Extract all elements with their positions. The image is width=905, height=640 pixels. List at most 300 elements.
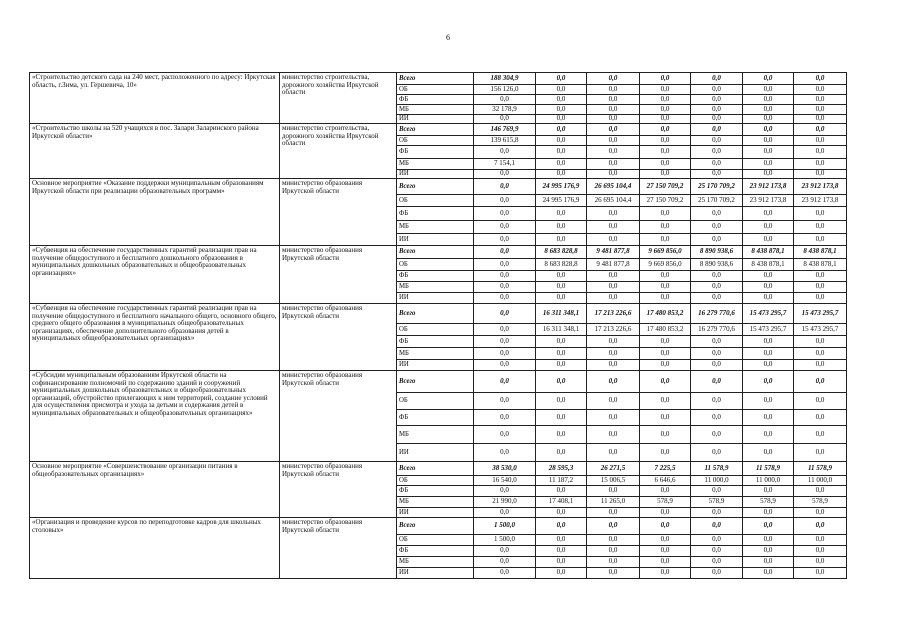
- amount-cell: 0,0: [474, 115, 536, 124]
- amount-cell: 0,0: [691, 426, 743, 444]
- amount-cell: 0,0: [536, 85, 587, 95]
- amount-cell: 1 500,0: [474, 518, 536, 535]
- amount-cell: 0,0: [640, 348, 691, 360]
- amount-cell: 0,0: [743, 508, 794, 518]
- amount-cell: 0,0: [743, 568, 794, 579]
- amount-cell: 11 578,9: [691, 462, 743, 476]
- amount-cell: 0,0: [794, 105, 847, 115]
- amount-cell: 0,0: [536, 234, 587, 246]
- amount-cell: 0,0: [536, 393, 587, 410]
- funding-source: ФБ: [397, 271, 474, 282]
- amount-cell: 0,0: [743, 293, 794, 304]
- page-number: 6: [446, 33, 450, 42]
- amount-cell: 0,0: [474, 179, 536, 195]
- amount-cell: 11 265,0: [587, 497, 640, 508]
- table-row: [30, 124, 847, 136]
- amount-cell: 0,0: [743, 271, 794, 282]
- amount-cell: 0,0: [794, 73, 847, 85]
- amount-cell: 17 213 226,6: [587, 324, 640, 336]
- funding-source: Всего: [397, 73, 474, 85]
- amount-cell: 0,0: [640, 159, 691, 170]
- amount-cell: 17 408,1: [536, 497, 587, 508]
- amount-cell: 0,0: [474, 221, 536, 234]
- amount-cell: 0,0: [587, 159, 640, 170]
- amount-cell: 0,0: [794, 557, 847, 568]
- amount-cell: 0,0: [640, 444, 691, 462]
- amount-cell: 8 438 878,1: [794, 259, 847, 271]
- amount-cell: 0,0: [536, 426, 587, 444]
- activity-description: «Субвенция на обеспечение государственных гарантий реализации прав на получение общедоступного и бесплатного начального общего, основного общего, среднего общего образования в муниципальных общеобразовательных организациях, обеспечение дополнительного образования детей в муниципальных общеобразовательных организациях»: [30, 304, 280, 371]
- amount-cell: 0,0: [794, 95, 847, 105]
- amount-cell: 0,0: [691, 568, 743, 579]
- amount-cell: 0,0: [743, 348, 794, 360]
- amount-cell: 0,0: [640, 105, 691, 115]
- amount-cell: 0,0: [691, 124, 743, 136]
- responsible-executor: министерство образования Иркутской области: [280, 462, 397, 518]
- amount-cell: 7 225,5: [640, 462, 691, 476]
- amount-cell: 0,0: [536, 444, 587, 462]
- amount-cell: 0,0: [536, 73, 587, 85]
- amount-cell: 25 170 709,2: [691, 195, 743, 207]
- amount-cell: 23 912 173,8: [743, 195, 794, 207]
- amount-cell: 0,0: [536, 146, 587, 159]
- amount-cell: 0,0: [587, 136, 640, 146]
- amount-cell: 0,0: [474, 170, 536, 179]
- amount-cell: 0,0: [743, 557, 794, 568]
- amount-cell: 0,0: [474, 568, 536, 579]
- amount-cell: 0,0: [691, 336, 743, 348]
- funding-source: МБ: [397, 105, 474, 115]
- amount-cell: 0,0: [536, 293, 587, 304]
- amount-cell: 0,0: [794, 207, 847, 221]
- funding-source: ФБ: [397, 207, 474, 221]
- responsible-executor: министерство образования Иркутской области: [280, 246, 397, 304]
- amount-cell: 0,0: [691, 207, 743, 221]
- amount-cell: 0,0: [474, 304, 536, 324]
- amount-cell: 0,0: [474, 426, 536, 444]
- funding-source: ФБ: [397, 336, 474, 348]
- amount-cell: 0,0: [536, 348, 587, 360]
- responsible-executor: министерство образования Иркутской области: [280, 371, 397, 462]
- amount-cell: 139 615,8: [474, 136, 536, 146]
- funding-source: ФБ: [397, 546, 474, 557]
- funding-source: Всего: [397, 124, 474, 136]
- amount-cell: 0,0: [691, 95, 743, 105]
- amount-cell: 578,9: [794, 497, 847, 508]
- funding-source: ОБ: [397, 136, 474, 146]
- amount-cell: 8 890 938,6: [691, 246, 743, 259]
- table-row: [30, 179, 847, 195]
- amount-cell: 0,0: [743, 371, 794, 393]
- amount-cell: 7 154,1: [474, 159, 536, 170]
- amount-cell: 0,0: [794, 426, 847, 444]
- amount-cell: 0,0: [640, 568, 691, 579]
- amount-cell: 0,0: [743, 124, 794, 136]
- table-row: [30, 304, 847, 324]
- amount-cell: 0,0: [474, 271, 536, 282]
- amount-cell: 0,0: [640, 293, 691, 304]
- amount-cell: 0,0: [743, 486, 794, 497]
- amount-cell: 0,0: [587, 508, 640, 518]
- amount-cell: 0,0: [587, 282, 640, 293]
- amount-cell: 0,0: [474, 246, 536, 259]
- amount-cell: 0,0: [794, 508, 847, 518]
- amount-cell: 0,0: [474, 546, 536, 557]
- amount-cell: 0,0: [794, 136, 847, 146]
- amount-cell: 0,0: [474, 444, 536, 462]
- activity-description: «Субсидии муниципальным образованиям Иркутской области на софинансирование полномочий по содержанию зданий и сооружений муниципальных дошкольных образовательных и общеобразовательных организаций, обустройство прилегающих к ним территорий, создание условий для осуществления присмотра и ухода за детьми и содержания детей в муниципальных образовательных и общеобразовательных организациях»: [30, 371, 280, 462]
- amount-cell: 188 304,9: [474, 73, 536, 85]
- amount-cell: 8 438 878,1: [794, 246, 847, 259]
- amount-cell: 0,0: [640, 518, 691, 535]
- amount-cell: 0,0: [640, 282, 691, 293]
- activity-description: «Строительство школы на 520 учащихся в пос. Залари Заларинского района Иркутской области»: [30, 124, 280, 179]
- amount-cell: 0,0: [640, 115, 691, 124]
- amount-cell: 16 279 770,6: [691, 324, 743, 336]
- amount-cell: 0,0: [587, 557, 640, 568]
- amount-cell: 11 000,0: [794, 476, 847, 486]
- amount-cell: 0,0: [743, 282, 794, 293]
- amount-cell: 578,9: [691, 497, 743, 508]
- amount-cell: 0,0: [640, 146, 691, 159]
- amount-cell: 0,0: [536, 371, 587, 393]
- amount-cell: 0,0: [794, 336, 847, 348]
- amount-cell: 0,0: [474, 557, 536, 568]
- amount-cell: 17 480 853,2: [640, 324, 691, 336]
- amount-cell: 11 000,0: [743, 476, 794, 486]
- amount-cell: 0,0: [640, 508, 691, 518]
- amount-cell: 0,0: [587, 170, 640, 179]
- amount-cell: 0,0: [474, 348, 536, 360]
- amount-cell: 0,0: [691, 170, 743, 179]
- amount-cell: 9 669 856,0: [640, 246, 691, 259]
- amount-cell: 0,0: [794, 371, 847, 393]
- responsible-executor: министерство образования Иркутской области: [280, 179, 397, 246]
- amount-cell: 0,0: [743, 518, 794, 535]
- responsible-executor: министерство образования Иркутской области: [280, 518, 397, 579]
- amount-cell: 23 912 173,8: [743, 179, 794, 195]
- amount-cell: 0,0: [587, 234, 640, 246]
- amount-cell: 0,0: [743, 207, 794, 221]
- amount-cell: 26 695 104,4: [587, 195, 640, 207]
- amount-cell: 0,0: [640, 124, 691, 136]
- amount-cell: 0,0: [794, 348, 847, 360]
- amount-cell: 0,0: [474, 486, 536, 497]
- table-row: [30, 371, 847, 393]
- responsible-executor: министерство строительства, дорожного хозяйства Иркутской области: [280, 73, 397, 124]
- amount-cell: 0,0: [743, 535, 794, 546]
- amount-cell: 0,0: [691, 348, 743, 360]
- activity-description: Основное мероприятие «Оказание поддержки муниципальным образованиям Иркутской области при реализации образовательных программ»: [30, 179, 280, 246]
- amount-cell: 6 646,6: [640, 476, 691, 486]
- amount-cell: 0,0: [536, 221, 587, 234]
- amount-cell: 0,0: [743, 95, 794, 105]
- funding-source: МБ: [397, 497, 474, 508]
- funding-source: ИИ: [397, 444, 474, 462]
- amount-cell: 0,0: [474, 195, 536, 207]
- responsible-executor: министерство строительства, дорожного хозяйства Иркутской области: [280, 124, 397, 179]
- funding-source: ИИ: [397, 234, 474, 246]
- amount-cell: 0,0: [474, 95, 536, 105]
- amount-cell: 0,0: [691, 105, 743, 115]
- amount-cell: 0,0: [474, 360, 536, 371]
- amount-cell: 17 213 226,6: [587, 304, 640, 324]
- amount-cell: 0,0: [587, 207, 640, 221]
- funding-source: Всего: [397, 462, 474, 476]
- amount-cell: 0,0: [691, 546, 743, 557]
- amount-cell: 9 669 856,0: [640, 259, 691, 271]
- amount-cell: 0,0: [587, 568, 640, 579]
- amount-cell: 0,0: [536, 508, 587, 518]
- amount-cell: 578,9: [743, 497, 794, 508]
- amount-cell: 0,0: [536, 95, 587, 105]
- amount-cell: 0,0: [794, 293, 847, 304]
- amount-cell: 8 438 878,1: [743, 259, 794, 271]
- amount-cell: 0,0: [536, 568, 587, 579]
- amount-cell: 0,0: [743, 336, 794, 348]
- amount-cell: 0,0: [587, 146, 640, 159]
- funding-source: ФБ: [397, 410, 474, 426]
- amount-cell: 0,0: [743, 136, 794, 146]
- amount-cell: 0,0: [640, 95, 691, 105]
- amount-cell: 0,0: [743, 444, 794, 462]
- amount-cell: 0,0: [794, 221, 847, 234]
- funding-source: ФБ: [397, 146, 474, 159]
- amount-cell: 0,0: [794, 535, 847, 546]
- amount-cell: 16 279 770,6: [691, 304, 743, 324]
- amount-cell: 0,0: [474, 410, 536, 426]
- funding-source: МБ: [397, 282, 474, 293]
- responsible-executor: министерство образования Иркутской области: [280, 304, 397, 371]
- amount-cell: 0,0: [587, 546, 640, 557]
- amount-cell: 0,0: [691, 85, 743, 95]
- amount-cell: 0,0: [691, 557, 743, 568]
- funding-source: ОБ: [397, 85, 474, 95]
- amount-cell: 0,0: [587, 348, 640, 360]
- amount-cell: 0,0: [743, 360, 794, 371]
- amount-cell: 0,0: [474, 282, 536, 293]
- amount-cell: 0,0: [640, 271, 691, 282]
- funding-source: МБ: [397, 348, 474, 360]
- amount-cell: 11 187,2: [536, 476, 587, 486]
- amount-cell: 0,0: [587, 426, 640, 444]
- amount-cell: 0,0: [640, 486, 691, 497]
- amount-cell: 9 481 877,8: [587, 259, 640, 271]
- amount-cell: 0,0: [640, 207, 691, 221]
- amount-cell: 0,0: [587, 336, 640, 348]
- amount-cell: 0,0: [691, 234, 743, 246]
- amount-cell: 0,0: [794, 85, 847, 95]
- amount-cell: 0,0: [587, 410, 640, 426]
- amount-cell: 8 683 828,8: [536, 246, 587, 259]
- funding-source: Всего: [397, 304, 474, 324]
- funding-source: Всего: [397, 518, 474, 535]
- amount-cell: 0,0: [794, 271, 847, 282]
- amount-cell: 0,0: [794, 546, 847, 557]
- amount-cell: 0,0: [640, 336, 691, 348]
- amount-cell: 0,0: [587, 535, 640, 546]
- amount-cell: 15 473 295,7: [794, 324, 847, 336]
- amount-cell: 0,0: [691, 393, 743, 410]
- amount-cell: 0,0: [743, 73, 794, 85]
- amount-cell: 0,0: [640, 85, 691, 95]
- amount-cell: 38 530,0: [474, 462, 536, 476]
- funding-source: ОБ: [397, 324, 474, 336]
- amount-cell: 0,0: [587, 124, 640, 136]
- amount-cell: 16 311 348,1: [536, 324, 587, 336]
- amount-cell: 0,0: [794, 282, 847, 293]
- amount-cell: 0,0: [536, 336, 587, 348]
- amount-cell: 0,0: [691, 271, 743, 282]
- amount-cell: 0,0: [743, 410, 794, 426]
- amount-cell: 0,0: [691, 73, 743, 85]
- amount-cell: 24 995 176,9: [536, 179, 587, 195]
- amount-cell: 24 995 176,9: [536, 195, 587, 207]
- amount-cell: 0,0: [640, 393, 691, 410]
- amount-cell: 0,0: [794, 124, 847, 136]
- amount-cell: 0,0: [474, 259, 536, 271]
- amount-cell: 0,0: [536, 271, 587, 282]
- amount-cell: 0,0: [794, 393, 847, 410]
- amount-cell: 0,0: [743, 393, 794, 410]
- amount-cell: 0,0: [536, 136, 587, 146]
- amount-cell: 0,0: [743, 105, 794, 115]
- amount-cell: 0,0: [474, 393, 536, 410]
- amount-cell: 11 578,9: [794, 462, 847, 476]
- amount-cell: 0,0: [743, 159, 794, 170]
- amount-cell: 146 769,9: [474, 124, 536, 136]
- amount-cell: 32 178,9: [474, 105, 536, 115]
- amount-cell: 0,0: [794, 159, 847, 170]
- amount-cell: 0,0: [640, 170, 691, 179]
- funding-source: ИИ: [397, 508, 474, 518]
- amount-cell: 0,0: [536, 207, 587, 221]
- amount-cell: 0,0: [474, 336, 536, 348]
- amount-cell: 0,0: [587, 271, 640, 282]
- amount-cell: 0,0: [691, 282, 743, 293]
- amount-cell: 0,0: [743, 115, 794, 124]
- amount-cell: 0,0: [640, 221, 691, 234]
- amount-cell: 0,0: [536, 535, 587, 546]
- amount-cell: 0,0: [743, 85, 794, 95]
- amount-cell: 0,0: [691, 115, 743, 124]
- amount-cell: 156 126,0: [474, 85, 536, 95]
- amount-cell: 0,0: [536, 282, 587, 293]
- amount-cell: 0,0: [743, 426, 794, 444]
- amount-cell: 8 683 828,8: [536, 259, 587, 271]
- amount-cell: 0,0: [536, 518, 587, 535]
- funding-source: Всего: [397, 179, 474, 195]
- amount-cell: 0,0: [474, 293, 536, 304]
- activity-description: «Строительство детского сада на 240 мест, расположенного по адресу: Иркутская область, г.Зима, ул. Гершевича, 10»: [30, 73, 280, 124]
- funding-source: МБ: [397, 221, 474, 234]
- amount-cell: 15 473 295,7: [743, 304, 794, 324]
- amount-cell: 23 912 173,8: [794, 195, 847, 207]
- amount-cell: 16 311 348,1: [536, 304, 587, 324]
- amount-cell: 28 595,3: [536, 462, 587, 476]
- amount-cell: 578,9: [640, 497, 691, 508]
- funding-table: [29, 72, 847, 579]
- amount-cell: 25 170 709,2: [691, 179, 743, 195]
- amount-cell: 0,0: [794, 115, 847, 124]
- amount-cell: 0,0: [743, 221, 794, 234]
- funding-source: ФБ: [397, 95, 474, 105]
- table-row: [30, 462, 847, 476]
- amount-cell: 0,0: [640, 426, 691, 444]
- amount-cell: 0,0: [587, 518, 640, 535]
- amount-cell: 15 006,5: [587, 476, 640, 486]
- amount-cell: 0,0: [536, 105, 587, 115]
- table-row: [30, 246, 847, 259]
- amount-cell: 0,0: [536, 557, 587, 568]
- amount-cell: 0,0: [691, 508, 743, 518]
- amount-cell: 0,0: [640, 410, 691, 426]
- funding-source: ИИ: [397, 293, 474, 304]
- amount-cell: 0,0: [691, 221, 743, 234]
- amount-cell: 0,0: [587, 393, 640, 410]
- amount-cell: 0,0: [691, 535, 743, 546]
- amount-cell: 21 990,0: [474, 497, 536, 508]
- amount-cell: 0,0: [474, 508, 536, 518]
- amount-cell: 0,0: [743, 546, 794, 557]
- amount-cell: 0,0: [743, 146, 794, 159]
- funding-source: ИИ: [397, 115, 474, 124]
- funding-source: ОБ: [397, 393, 474, 410]
- funding-source: ОБ: [397, 535, 474, 546]
- amount-cell: 0,0: [640, 535, 691, 546]
- amount-cell: 26 695 104,4: [587, 179, 640, 195]
- funding-source: Всего: [397, 246, 474, 259]
- amount-cell: 0,0: [691, 159, 743, 170]
- amount-cell: 0,0: [474, 234, 536, 246]
- amount-cell: 0,0: [587, 221, 640, 234]
- amount-cell: 0,0: [691, 146, 743, 159]
- amount-cell: 0,0: [794, 444, 847, 462]
- amount-cell: 0,0: [474, 146, 536, 159]
- amount-cell: 0,0: [794, 170, 847, 179]
- amount-cell: 0,0: [536, 115, 587, 124]
- amount-cell: 0,0: [587, 85, 640, 95]
- amount-cell: 16 540,0: [474, 476, 536, 486]
- amount-cell: 0,0: [640, 371, 691, 393]
- amount-cell: 0,0: [640, 546, 691, 557]
- amount-cell: 0,0: [587, 105, 640, 115]
- amount-cell: 0,0: [794, 146, 847, 159]
- funding-source: ИИ: [397, 568, 474, 579]
- activity-description: «Организация и проведение курсов по переподготовке кадров для школьных столовых»: [30, 518, 280, 579]
- amount-cell: 0,0: [474, 371, 536, 393]
- activity-description: Основное мероприятие «Совершенствование организации питания в общеобразовательных организациях»: [30, 462, 280, 518]
- amount-cell: 11 000,0: [691, 476, 743, 486]
- activity-description: «Субвенция на обеспечение государственных гарантий реализации прав на получение общедоступного и бесплатного дошкольного образования в муниципальных дошкольных образовательных и общеобразовательных организациях»: [30, 246, 280, 304]
- amount-cell: 27 150 709,2: [640, 179, 691, 195]
- amount-cell: 0,0: [536, 410, 587, 426]
- amount-cell: 0,0: [640, 360, 691, 371]
- amount-cell: 8 438 878,1: [743, 246, 794, 259]
- funding-source: МБ: [397, 426, 474, 444]
- amount-cell: 0,0: [587, 444, 640, 462]
- amount-cell: 26 271,5: [587, 462, 640, 476]
- amount-cell: 17 480 853,2: [640, 304, 691, 324]
- funding-source: ФБ: [397, 486, 474, 497]
- funding-source: МБ: [397, 557, 474, 568]
- amount-cell: 0,0: [691, 444, 743, 462]
- amount-cell: 0,0: [474, 324, 536, 336]
- amount-cell: 15 473 295,7: [743, 324, 794, 336]
- funding-source: Всего: [397, 371, 474, 393]
- amount-cell: 0,0: [743, 170, 794, 179]
- amount-cell: 27 150 709,2: [640, 195, 691, 207]
